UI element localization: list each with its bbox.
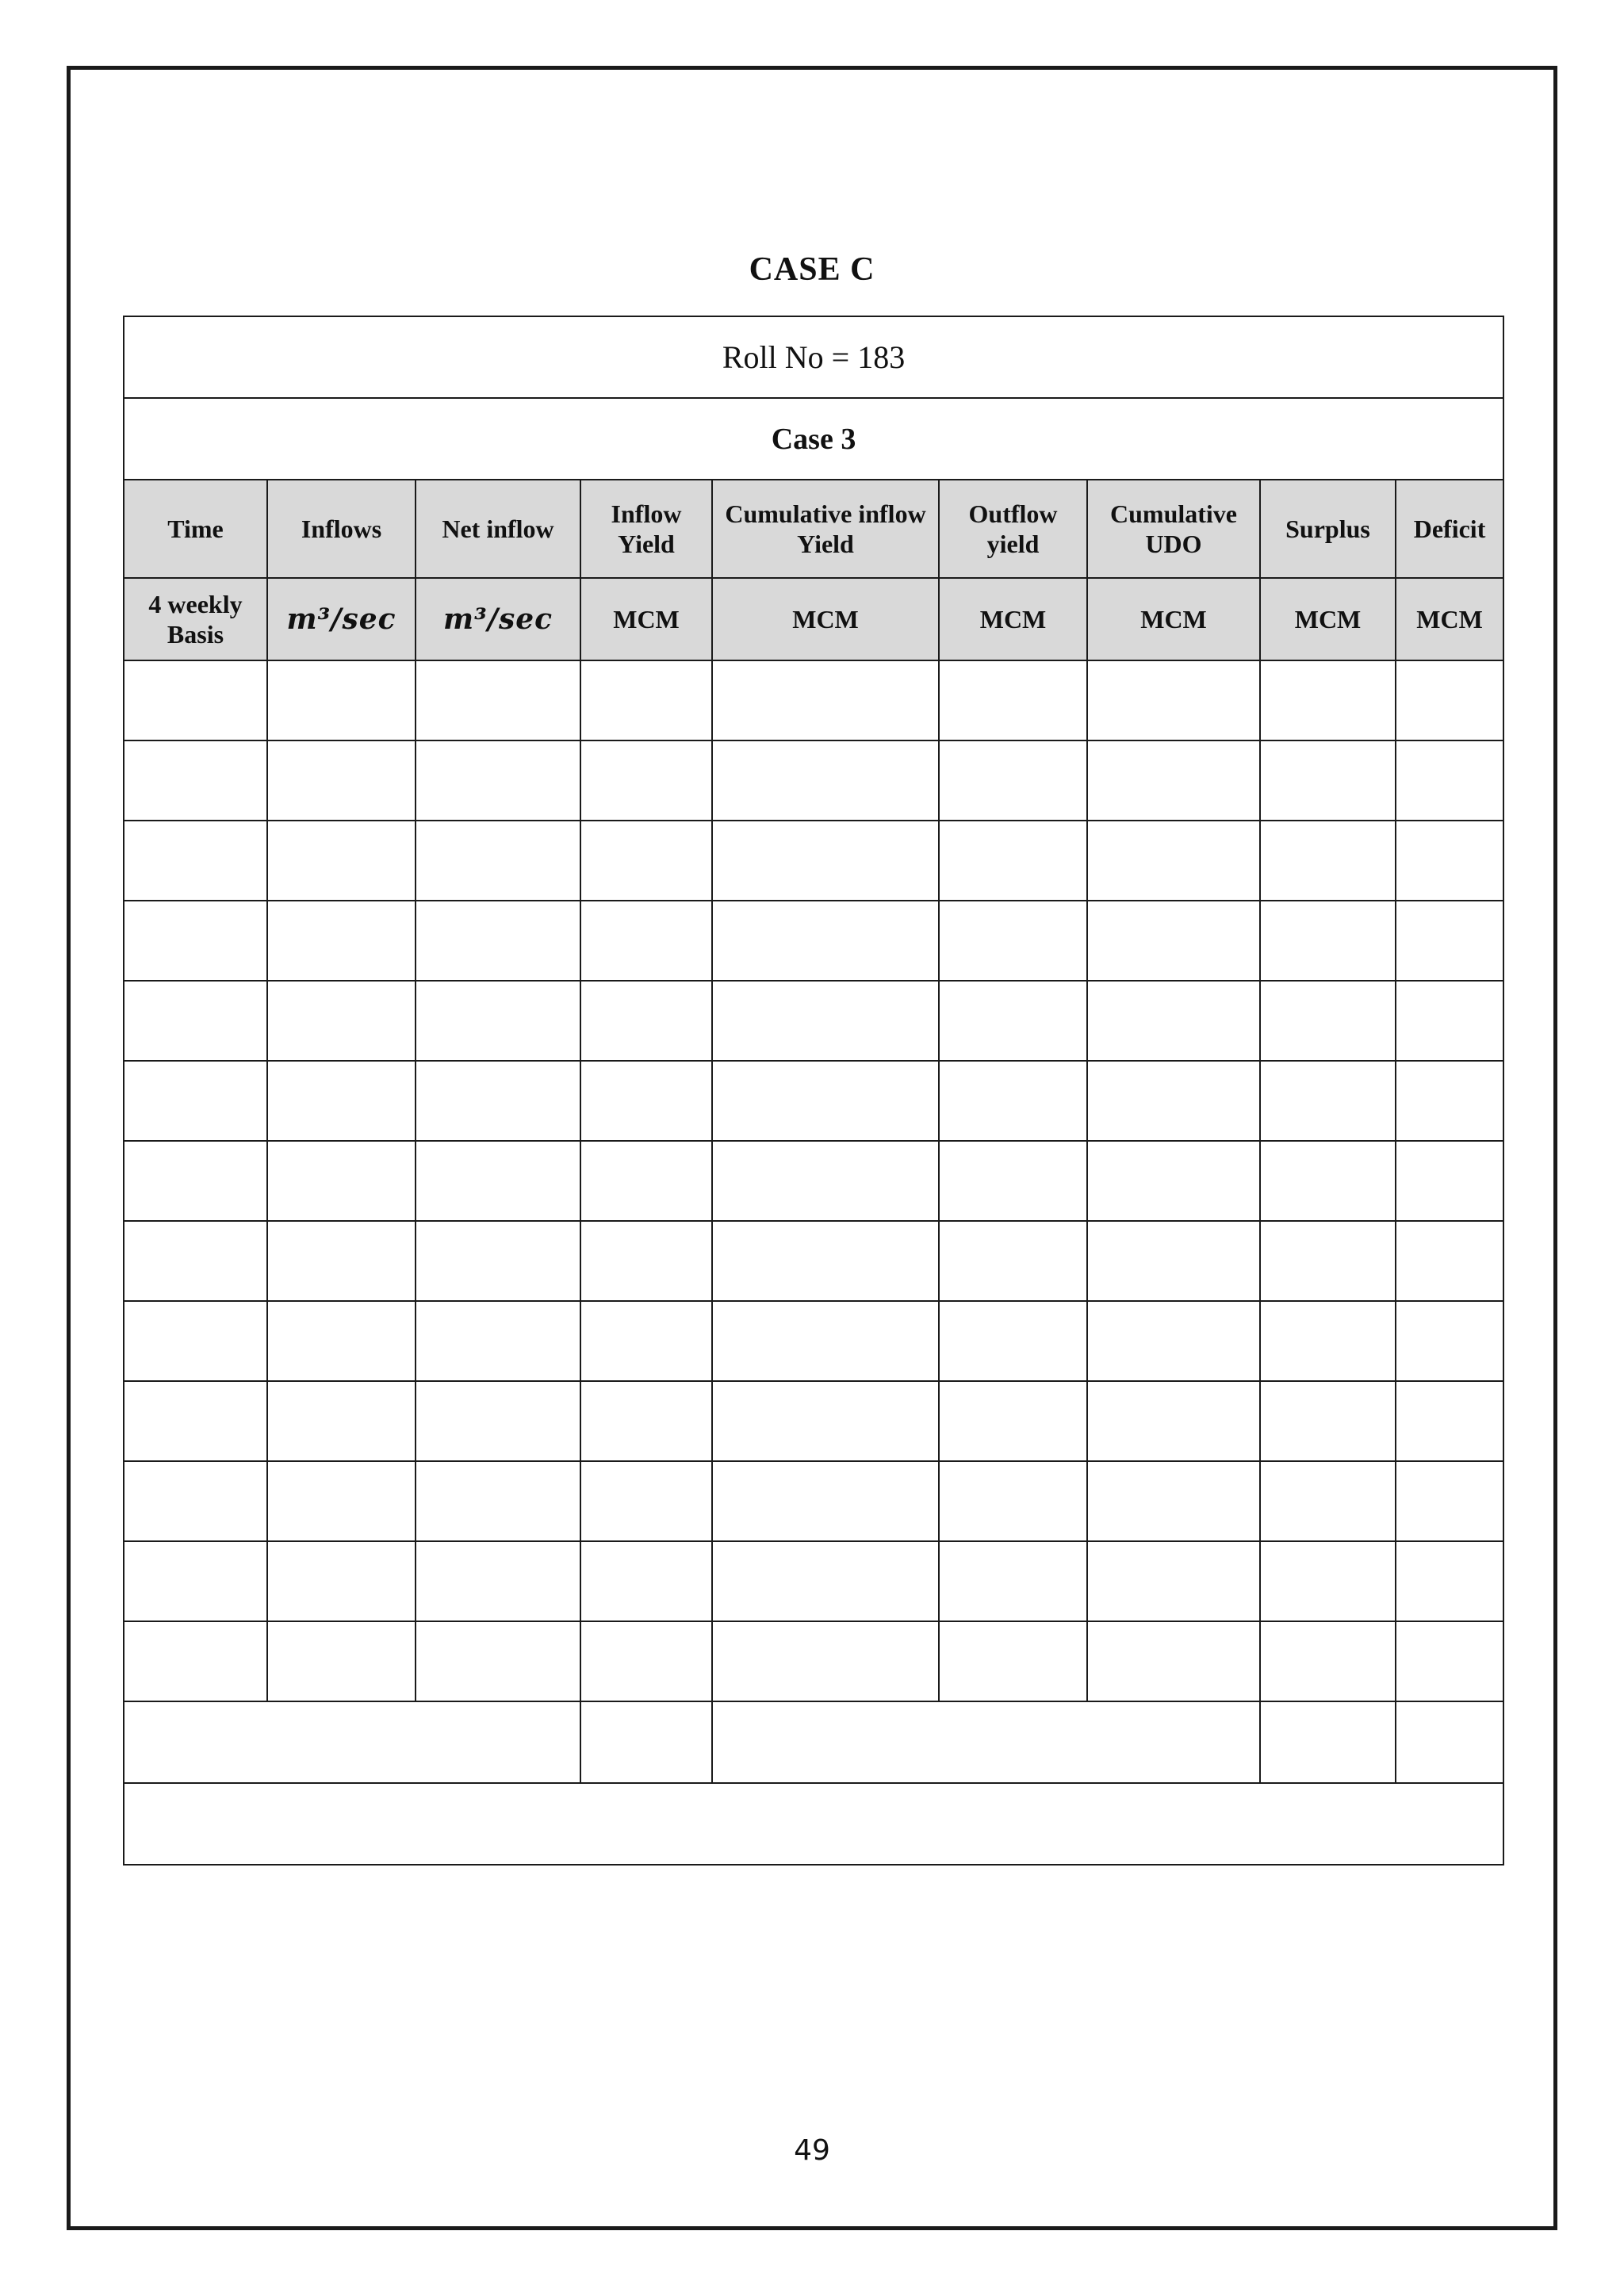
table-cell [416, 901, 580, 981]
table-cell [267, 1381, 416, 1461]
table-row [124, 821, 1503, 901]
table-cell [267, 1461, 416, 1541]
table-cell [580, 901, 712, 981]
table-cell [416, 821, 580, 901]
table-row [124, 1461, 1503, 1541]
table-cell [416, 981, 580, 1061]
table-cell [416, 660, 580, 740]
table-cell [939, 1141, 1087, 1221]
table-cell [939, 981, 1087, 1061]
totals-cell [124, 1701, 580, 1783]
table-cell [1396, 821, 1503, 901]
table-cell [1260, 821, 1396, 901]
table-cell [580, 821, 712, 901]
table-cell [416, 1061, 580, 1141]
table-cell [1087, 901, 1260, 981]
table-cell [712, 821, 939, 901]
table-cell [939, 1381, 1087, 1461]
table-cell [939, 1221, 1087, 1301]
table-cell [939, 660, 1087, 740]
totals-cell [712, 1701, 1260, 1783]
table-cell [416, 1381, 580, 1461]
table-row [124, 901, 1503, 981]
table-cell [580, 981, 712, 1061]
table-cell [1396, 1621, 1503, 1701]
table-row [124, 1301, 1503, 1381]
table-cell [1087, 660, 1260, 740]
table-cell [124, 981, 267, 1061]
table-cell [267, 1221, 416, 1301]
totals-cell [580, 1701, 712, 1783]
table-cell [124, 1301, 267, 1381]
table-row [124, 1141, 1503, 1221]
table-cell [1087, 1461, 1260, 1541]
summary-row [124, 1783, 1503, 1865]
table-cell [1396, 1061, 1503, 1141]
table-cell [1087, 821, 1260, 901]
table-cell [124, 660, 267, 740]
header-deficit: Deficit [1396, 480, 1503, 578]
table-cell [124, 1621, 267, 1701]
table-cell [712, 1061, 939, 1141]
table-cell [267, 660, 416, 740]
table-cell [1260, 901, 1396, 981]
table-row [124, 1381, 1503, 1461]
page-number: 49 [794, 2134, 830, 2167]
table-cell [580, 1541, 712, 1621]
table-cell [1396, 1141, 1503, 1221]
totals-cell [1260, 1701, 1396, 1783]
yield-table [123, 316, 1504, 1866]
table-cell [124, 1141, 267, 1221]
header-surplus: Surplus [1260, 480, 1396, 578]
table-row [124, 981, 1503, 1061]
table-cell [1396, 1381, 1503, 1461]
unit-cumulative-udo: MCM [1087, 578, 1260, 660]
table-cell [1260, 1221, 1396, 1301]
table-cell [580, 1461, 712, 1541]
roll-no-cell: Roll No = 183 [124, 316, 1503, 398]
table-cell [580, 1061, 712, 1141]
table-cell [124, 1541, 267, 1621]
table-cell [580, 1381, 712, 1461]
table-cell [1087, 1621, 1260, 1701]
table-cell [416, 740, 580, 821]
table-row [124, 660, 1503, 740]
table-cell [1087, 1221, 1260, 1301]
page-title: CASE C [749, 251, 875, 288]
table-cell [1396, 1221, 1503, 1301]
totals-cell [1396, 1701, 1503, 1783]
table-cell [416, 1621, 580, 1701]
totals-row [124, 1701, 1503, 1783]
unit-cumulative-inflow-yield: MCM [712, 578, 939, 660]
table-cell [1396, 1541, 1503, 1621]
table-cell [712, 1461, 939, 1541]
table-cell [1260, 1541, 1396, 1621]
table-cell [580, 740, 712, 821]
table-cell [939, 1461, 1087, 1541]
table-cell [712, 1381, 939, 1461]
table-cell [267, 1621, 416, 1701]
table-cell [1260, 1301, 1396, 1381]
table-cell [124, 821, 267, 901]
table-row [124, 1221, 1503, 1301]
table-cell [416, 1301, 580, 1381]
table-cell [1396, 901, 1503, 981]
table-cell [124, 1061, 267, 1141]
case-row [124, 398, 1503, 480]
table-cell [1260, 660, 1396, 740]
table-cell [1396, 740, 1503, 821]
table-cell [267, 740, 416, 821]
table-cell [1087, 981, 1260, 1061]
table-cell [580, 1621, 712, 1701]
table-cell [1087, 1141, 1260, 1221]
table-cell [712, 1141, 939, 1221]
table-cell [712, 740, 939, 821]
table-cell [712, 1221, 939, 1301]
table-cell [939, 821, 1087, 901]
table-cell [939, 1061, 1087, 1141]
header-row [124, 480, 1503, 578]
summary-cell [124, 1783, 1503, 1865]
table-cell [124, 1381, 267, 1461]
table-cell [1260, 1461, 1396, 1541]
table-cell [416, 1541, 580, 1621]
table-cell [124, 1461, 267, 1541]
header-net-inflow: Net inflow [416, 480, 580, 578]
table-cell [1087, 1541, 1260, 1621]
header-cumulative-inflow-yield: Cumulative inflow Yield [712, 480, 939, 578]
table-cell [1260, 740, 1396, 821]
unit-inflow-yield: MCM [580, 578, 712, 660]
table-cell [580, 660, 712, 740]
table-cell [712, 1541, 939, 1621]
unit-net-inflow: m³/sec [416, 578, 580, 660]
unit-row [124, 578, 1503, 660]
table-cell [712, 1301, 939, 1381]
table-cell [712, 901, 939, 981]
table-cell [1260, 981, 1396, 1061]
unit-deficit: MCM [1396, 578, 1503, 660]
table-cell [1260, 1141, 1396, 1221]
table-cell [939, 1621, 1087, 1701]
header-cumulative-udo: Cumulative UDO [1087, 480, 1260, 578]
case-label-cell: Case 3 [124, 398, 1503, 480]
unit-outflow-yield: MCM [939, 578, 1087, 660]
table-cell [267, 1301, 416, 1381]
table-cell [1260, 1061, 1396, 1141]
table-cell [1260, 1381, 1396, 1461]
table-cell [1260, 1621, 1396, 1701]
header-inflow-yield: Inflow Yield [580, 480, 712, 578]
table-row [124, 1621, 1503, 1701]
table-cell [267, 1061, 416, 1141]
table-cell [1396, 981, 1503, 1061]
table-cell [267, 1141, 416, 1221]
table-cell [1087, 1381, 1260, 1461]
table-cell [1396, 1461, 1503, 1541]
table-cell [416, 1461, 580, 1541]
table-cell [124, 1221, 267, 1301]
table-cell [712, 1621, 939, 1701]
table-cell [1396, 660, 1503, 740]
table-cell [267, 901, 416, 981]
table-cell [124, 740, 267, 821]
table-cell [267, 1541, 416, 1621]
header-inflows: Inflows [267, 480, 416, 578]
table-cell [939, 1301, 1087, 1381]
table-cell [416, 1221, 580, 1301]
roll-row [124, 316, 1503, 398]
table-cell [580, 1141, 712, 1221]
table-row [124, 1061, 1503, 1141]
table-row [124, 1541, 1503, 1621]
table-cell [1087, 1301, 1260, 1381]
table-cell [267, 821, 416, 901]
table-cell [712, 981, 939, 1061]
table-cell [712, 660, 939, 740]
unit-time: 4 weekly Basis [124, 578, 267, 660]
table-cell [939, 740, 1087, 821]
unit-inflows: m³/sec [267, 578, 416, 660]
table-cell [580, 1301, 712, 1381]
table-cell [1087, 1061, 1260, 1141]
table-cell [1396, 1301, 1503, 1381]
table-cell [580, 1221, 712, 1301]
table-cell [124, 901, 267, 981]
unit-surplus: MCM [1260, 578, 1396, 660]
table-row [124, 740, 1503, 821]
header-time: Time [124, 480, 267, 578]
header-outflow-yield: Outflow yield [939, 480, 1087, 578]
table-cell [416, 1141, 580, 1221]
table-cell [939, 901, 1087, 981]
table-cell [939, 1541, 1087, 1621]
table-cell [267, 981, 416, 1061]
table-cell [1087, 740, 1260, 821]
